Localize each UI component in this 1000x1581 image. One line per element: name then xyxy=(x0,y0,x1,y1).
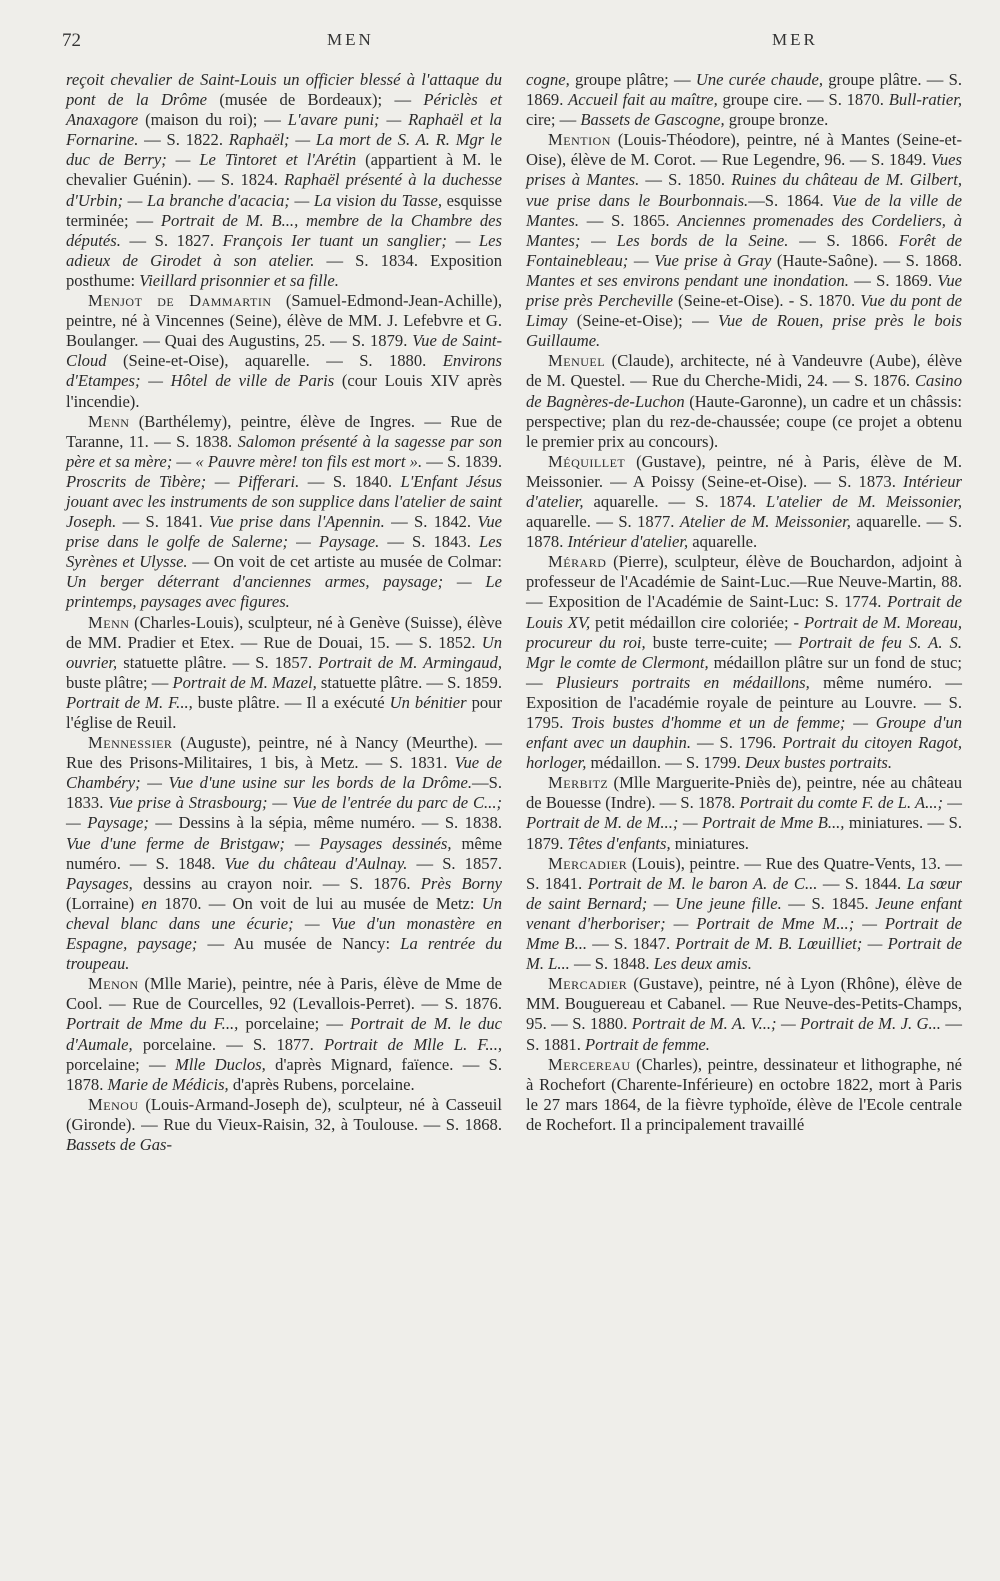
left-column xyxy=(66,70,502,1155)
artist-name: Mérard xyxy=(548,552,607,572)
entry-text: aquarelle. — S. 1877. xyxy=(526,512,680,532)
work-title: Une curée chaude, xyxy=(695,70,823,89)
work-title: Portrait de M. B..., membre de la Chambre des députés. xyxy=(66,210,503,250)
entry-text: (Haute-Garonne), un cadre et un châssis: perspective; plan du rez-de-chaussée; coupe (ce projet a obtenu le premier prix au concours). xyxy=(526,391,962,451)
entry-text: — S. 1881. xyxy=(526,1014,962,1054)
artist-entry xyxy=(66,412,502,613)
work-title: L'Enfant Jésus jouant avec les instruments de son supplice dans l'atelier de saint Joseph. xyxy=(66,471,502,532)
work-title: Portrait de M. le baron A. de C... xyxy=(587,873,818,893)
entry-text: groupe plâtre. — S. 1869. xyxy=(526,70,962,110)
artist-entry xyxy=(526,130,962,351)
work-title: Casino de Bagnères-de-Luchon xyxy=(526,371,962,411)
running-head-right: MER xyxy=(772,30,818,49)
entry-text: (musée de Bordeaux); — xyxy=(207,90,424,110)
artist-entry xyxy=(66,291,502,412)
entry-text: — S. 1822. xyxy=(138,130,229,150)
work-title: Salomon présenté à la sagesse par son père et sa mère; — « Pauvre mère! ton fils est mort ». xyxy=(66,431,503,471)
entry-text: (Gustave), peintre, né à Lyon (Rhône), élève de MM. Bouguereau et Cabanel. — Rue Neuve-des-Petits-Champs, 95. — S. 1880. xyxy=(526,974,962,1034)
work-title: L'avare puni; — Raphaël et la Fornarine. xyxy=(66,110,502,150)
work-title: Portrait de Louis XV, xyxy=(526,592,962,632)
artist-name: Menou xyxy=(88,1094,139,1114)
work-title: Raphaël présenté à la duchesse d'Urbin; — La branche d'acacia; — La vision du Tasse, xyxy=(66,170,502,210)
entry-text: — S. 1866. xyxy=(788,230,899,250)
work-title: cogne, xyxy=(526,70,570,89)
entry-text: aquarelle. xyxy=(688,532,758,552)
artist-name: Menon xyxy=(88,974,139,994)
work-title: Bassets de Gas- xyxy=(66,1134,173,1154)
work-title: Bassets de Gascogne, xyxy=(580,110,725,130)
artist-entry xyxy=(526,552,962,773)
work-title: Vue d'une ferme de Bristgaw; — Paysages dessinés, xyxy=(66,833,452,853)
work-title: Vue de Rouen, prise près le bois Guillaume. xyxy=(526,311,963,351)
entry-text: médaillon plâtre sur un fond de stuc; — xyxy=(526,652,962,692)
entry-text: — Dessins à la sépia, même numéro. — S. 1838. xyxy=(148,813,502,833)
work-title: Portrait du citoyen Ragot, horloger, xyxy=(526,733,963,773)
work-title: Vue de la ville de Mantes. xyxy=(526,190,962,230)
artist-entry xyxy=(66,1095,502,1155)
entry-text: cire; — xyxy=(526,110,581,130)
artist-name: Mercereau xyxy=(548,1054,631,1074)
entry-text: (Claude), architecte, né à Vandeuvre (Aube), élève de M. Questel. — Rue du Cherche-Midi, 24. — S. 1876. xyxy=(526,351,962,391)
entry-text: (Lorraine) xyxy=(66,893,142,913)
work-title: Les Syrènes et Ulysse. xyxy=(66,532,502,572)
running-head-left: MEN xyxy=(327,30,374,49)
entry-text: petit médaillon cire coloriée; - xyxy=(590,612,805,632)
work-title: Intérieur d'atelier, xyxy=(526,471,962,511)
entry-text: (Charles-Louis), sculpteur, né à Genève (Suisse), élève de MM. Pradier et Etex. — Rue de Douai, 15. — S. 1852. xyxy=(66,612,502,652)
entry-text: dessins au crayon noir. — S. 1876. xyxy=(132,873,421,893)
artist-entry xyxy=(526,974,962,1054)
work-title: reçoit chevalier de Saint-Louis un officier blessé à l'attaque du pont de la Drôme xyxy=(66,70,502,110)
artist-entry xyxy=(526,351,962,451)
artist-name: Méquillet xyxy=(548,451,626,471)
entry-text: — S. 1842. xyxy=(384,512,478,532)
entry-text: — S. 1840. xyxy=(299,471,401,491)
entry-text: buste plâtre; — xyxy=(66,672,173,692)
entry-text: (Samuel-Edmond-Jean-Achille), peintre, né à Vincennes (Seine), élève de MM. J. Lefebvre et G. Boulanger. — Quai des Augustins, 25. — S. 1879. xyxy=(66,291,503,351)
entry-text: porcelaine. — S. 1877. xyxy=(132,1034,324,1054)
entry-text: (Louis), peintre. — Rue des Quatre-Vents, 13. — S. 1841. xyxy=(526,853,962,893)
work-title: Vue prise dans l'Apennin. xyxy=(208,512,385,532)
entry-text: aquarelle. — S. 1878. xyxy=(526,512,962,552)
work-title: Portrait de M. Moreau, procureur du roi, xyxy=(526,612,962,652)
work-title: Vues prises à Mantes. xyxy=(526,150,962,190)
page-header xyxy=(62,26,952,56)
entry-text: porcelaine; — xyxy=(238,1014,351,1034)
entry-text: — S. 1841. xyxy=(116,512,209,532)
work-title: Portrait du comte F. de L. A...; — Portrait de M. de M...; — Portrait de Mme B..., xyxy=(526,793,962,833)
work-title: Mlle Duclos, xyxy=(174,1054,266,1074)
artist-name: Menn xyxy=(88,411,130,431)
entry-text: esquisse terminée; — xyxy=(66,190,502,230)
work-title: Plusieurs portraits en médaillons, xyxy=(556,672,810,692)
entry-text: d'après Mignard, faïence. — S. 1878. xyxy=(66,1054,502,1094)
artist-entry xyxy=(526,773,962,853)
work-title: Atelier de M. Meissonier, xyxy=(679,512,851,532)
entry-text: même numéro. — S. 1848. xyxy=(66,833,502,873)
work-title: Environs d'Etampes; — Hôtel de ville de Paris xyxy=(66,351,502,391)
entry-continuation xyxy=(66,70,502,291)
work-title: Intérieur d'atelier, xyxy=(567,532,689,552)
work-title: Vue de Saint-Cloud xyxy=(66,331,503,371)
work-title: Mantes et ses environs pendant une inondation. xyxy=(526,270,849,290)
work-title: Vue de Chambéry; — Vue d'une usine sur les bords de la Drôme. xyxy=(66,753,502,793)
work-title: Portrait de feu S. A. S. Mgr le comte de Clermont, xyxy=(526,632,962,672)
entry-text: statuette plâtre. — S. 1857. xyxy=(117,652,319,672)
work-title: Portrait de M. F..., xyxy=(66,692,193,712)
entry-text: (appartient à M. le chevalier Guénin). — S. 1824. xyxy=(66,150,502,190)
artist-entry xyxy=(526,854,962,975)
work-title: Portrait de femme. xyxy=(585,1034,710,1054)
entry-text: (Louis-Théodore), peintre, né à Mantes (Seine-et-Oise), élève de M. Corot. — Rue Legendre, 96. — S. 1849. xyxy=(526,130,962,170)
entry-text: (Mlle Marguerite-Pniès de), peintre, née au château de Bouesse (Indre). — S. 1878. xyxy=(526,773,962,813)
entry-text: même numéro. — Exposition de l'académie royale de peinture au Louvre. — S. 1795. xyxy=(526,672,962,732)
work-title: Paysages, xyxy=(66,873,133,893)
work-title: La sœur de saint Bernard; — Une jeune fille. xyxy=(526,873,962,913)
entry-text: miniatures. — S. 1879. xyxy=(526,813,962,853)
work-title: Anciennes promenades des Cordeliers, à Mantes; — Les bords de la Seine. xyxy=(526,210,962,250)
entry-text: groupe bronze. xyxy=(724,110,829,130)
entry-text: — S. 1850. xyxy=(639,170,732,190)
page-number: 72 xyxy=(62,30,81,51)
entry-text: — Au musée de Nancy: xyxy=(197,934,401,954)
artist-entry xyxy=(526,452,962,552)
work-title: Portrait de M. le duc d'Aumale, xyxy=(66,1014,502,1054)
artist-entry xyxy=(66,613,502,734)
entry-text: (Mlle Marie), peintre, née à Paris, élève de Mme de Cool. — Rue de Courcelles, 92 (Levallois-Perret). — S. 1876. xyxy=(66,974,502,1014)
work-title: Vue du pont de Limay xyxy=(526,291,962,331)
entry-text: —S. 1864. xyxy=(748,190,832,210)
work-title: Près Borny xyxy=(420,873,502,893)
work-title: Bull-ratier, xyxy=(888,90,963,110)
artist-name: Mercadier xyxy=(548,853,628,873)
entry-text: — S. 1796. xyxy=(690,733,783,753)
entry-text: — S. 1827. xyxy=(120,230,223,250)
entry-text: — S. 1869. xyxy=(848,270,938,290)
artist-entry xyxy=(526,1055,962,1135)
entry-text: buste plâtre. — Il a exécuté xyxy=(192,692,390,712)
artist-name: Menn xyxy=(88,612,130,632)
entry-text: (Charles), peintre, dessinateur et lithographe, né à Rochefort (Charente-Inférieure) en octobre 1822, mort à Paris le 27 mars 1864, de la fièvre typhoïde, élève de l'Ecole centrale de Rochefort. Il a principalement travaillé xyxy=(526,1054,962,1134)
work-title: Vue du château d'Aulnay. xyxy=(224,853,408,873)
work-title: Vue prise dans le golfe de Salerne; — Paysage. xyxy=(66,512,503,552)
entry-text: (Haute-Saône). — S. 1868. xyxy=(771,250,962,270)
entry-continuation xyxy=(526,70,962,130)
entry-text: statuette plâtre. — S. 1859. xyxy=(316,672,503,692)
work-title: en xyxy=(141,893,158,913)
work-title: Portrait de M. B. Lœuilliet; — Portrait de M. L... xyxy=(526,934,962,974)
entry-text: — On voit de cet artiste au musée de Colmar: xyxy=(187,552,503,572)
entry-text: — S. 1857. xyxy=(407,853,502,873)
entry-text: — S. 1844. xyxy=(817,873,907,893)
entry-text: (Gustave), peintre, né à Paris, élève de M. Meissonier. — A Poissy (Seine-et-Oise). — S. 1873. xyxy=(526,451,962,491)
entry-text: d'après Rubens, porcelaine. xyxy=(228,1074,415,1094)
work-title: Portrait de M. Armingaud, xyxy=(318,652,502,672)
entry-text: (Barthélemy), peintre, élève de Ingres. — Rue de Taranne, 11. — S. 1838. xyxy=(66,411,502,451)
work-title: Un berger déterrant d'anciennes armes, paysage; — Le printemps, paysages avec figures. xyxy=(66,572,502,612)
entry-text: buste terre-cuite; — xyxy=(645,632,799,652)
entry-text: groupe plâtre; — xyxy=(569,70,696,89)
work-title: Un ouvrier, xyxy=(66,632,502,672)
work-title: L'atelier de M. Meissonier, xyxy=(766,491,962,511)
work-title: Un bénitier xyxy=(389,692,467,712)
work-title: Forêt de Fontainebleau; — Vue prise à Gray xyxy=(526,230,962,270)
work-title: Ruines du château de M. Gilbert, vue prise dans le Bourbonnais. xyxy=(526,170,962,210)
artist-entry xyxy=(66,733,502,974)
work-title: Vue prise près Percheville xyxy=(526,270,962,311)
entry-text: aquarelle. — S. 1874. xyxy=(583,491,767,511)
artist-name: Mercadier xyxy=(548,974,628,994)
work-title: Les deux amis. xyxy=(653,954,752,974)
entry-text: — S. 1847. xyxy=(587,934,676,954)
entry-text: —S. 1833. xyxy=(66,773,502,813)
work-title: Marie de Médicis, xyxy=(107,1074,229,1094)
right-column xyxy=(526,70,962,1135)
entry-text: miniatures. xyxy=(670,833,749,853)
work-title: Portrait de M. Mazel, xyxy=(172,672,317,692)
entry-text: 1870. — On voit de lui au musée de Metz: xyxy=(157,893,482,913)
entry-text: pour l'église de Reuil. xyxy=(66,692,502,732)
entry-text: (maison du roi); — xyxy=(138,110,288,130)
work-title: Jeune enfant venant d'herboriser; — Portrait de Mme M...; — Portrait de Mme B... xyxy=(526,893,962,954)
work-title: Portrait de Mme du F..., xyxy=(66,1014,239,1034)
work-title: La rentrée du troupeau. xyxy=(66,934,502,974)
artist-entry xyxy=(66,974,502,1095)
entry-text: (Pierre), sculpteur, élève de Bouchardon, adjoint à professeur de l'Académie de Saint-Luc.—Rue Neuve-Martin, 88. — Exposition de l'Académie de Saint-Luc: S. 1774. xyxy=(526,552,962,612)
artist-name: Menjot de Dammartin xyxy=(88,291,272,311)
artist-name: Menuel xyxy=(548,351,606,371)
entry-text: médaillon. — S. 1799. xyxy=(586,753,745,773)
entry-text: (Louis-Armand-Joseph de), sculpteur, né à Casseuil (Gironde). — Rue du Vieux-Raisin, 32, à Toulouse. — S. 1868. xyxy=(66,1094,502,1134)
entry-text: (Seine-et-Oise); — xyxy=(567,311,718,331)
work-title: Portrait de M. A. V...; — Portrait de M. J. G... xyxy=(631,1014,941,1034)
work-title: Vue prise à Strasbourg; — Vue de l'entrée du parc de C...; — Paysage; xyxy=(66,793,503,833)
work-title: Proscrits de Tibère; — Pifferari. xyxy=(66,471,300,491)
entry-text: — S. 1839. xyxy=(422,451,502,471)
entry-text: (Seine-et-Oise), aquarelle. — S. 1880. xyxy=(106,351,443,371)
entry-text: (Auguste), peintre, né à Nancy (Meurthe). — Rue des Prisons-Militaires, 1 bis, à Metz. — S. 1831. xyxy=(66,733,502,773)
artist-name: Mennessier xyxy=(88,733,173,753)
work-title: Un cheval blanc dans une écurie; — Vue d'un monastère en Espagne, paysage; xyxy=(66,893,503,954)
entry-text: (Seine-et-Oise). - S. 1870. xyxy=(672,291,861,311)
entry-text: — S. 1865. xyxy=(579,210,678,230)
entry-text: groupe cire. — S. 1870. xyxy=(717,90,889,110)
work-title: Vieillard prisonnier et sa fille. xyxy=(139,270,339,290)
entry-text: — S. 1834. Exposition posthume: xyxy=(66,250,502,290)
entry-text: (cour Louis XIV après l'incendie). xyxy=(66,371,502,411)
entry-text: — S. 1845. xyxy=(781,893,876,913)
work-title: François Ier tuant un sanglier; — Les adieux de Girodet à son atelier. xyxy=(66,230,502,270)
entry-text: — S. 1843. xyxy=(379,532,479,552)
work-title: Deux bustes portraits. xyxy=(744,753,892,773)
work-title: Portrait de Mlle L. F..., xyxy=(323,1034,503,1054)
work-title: Têtes d'enfants, xyxy=(567,833,671,853)
entry-text: porcelaine; — xyxy=(66,1054,175,1074)
work-title: Accueil fait au maître, xyxy=(568,90,718,110)
work-title: Périclès et Anaxagore xyxy=(66,90,502,130)
work-title: Trois bustes d'homme et un de femme; — Groupe d'un enfant avec un dauphin. xyxy=(526,713,963,753)
work-title: Raphaël; — La mort de S. A. R. Mgr le duc de Berry; — Le Tintoret et l'Arétin xyxy=(66,130,503,170)
entry-text: — S. 1848. xyxy=(569,954,654,974)
artist-name: Mention xyxy=(548,130,611,150)
artist-name: Merbitz xyxy=(548,773,609,793)
